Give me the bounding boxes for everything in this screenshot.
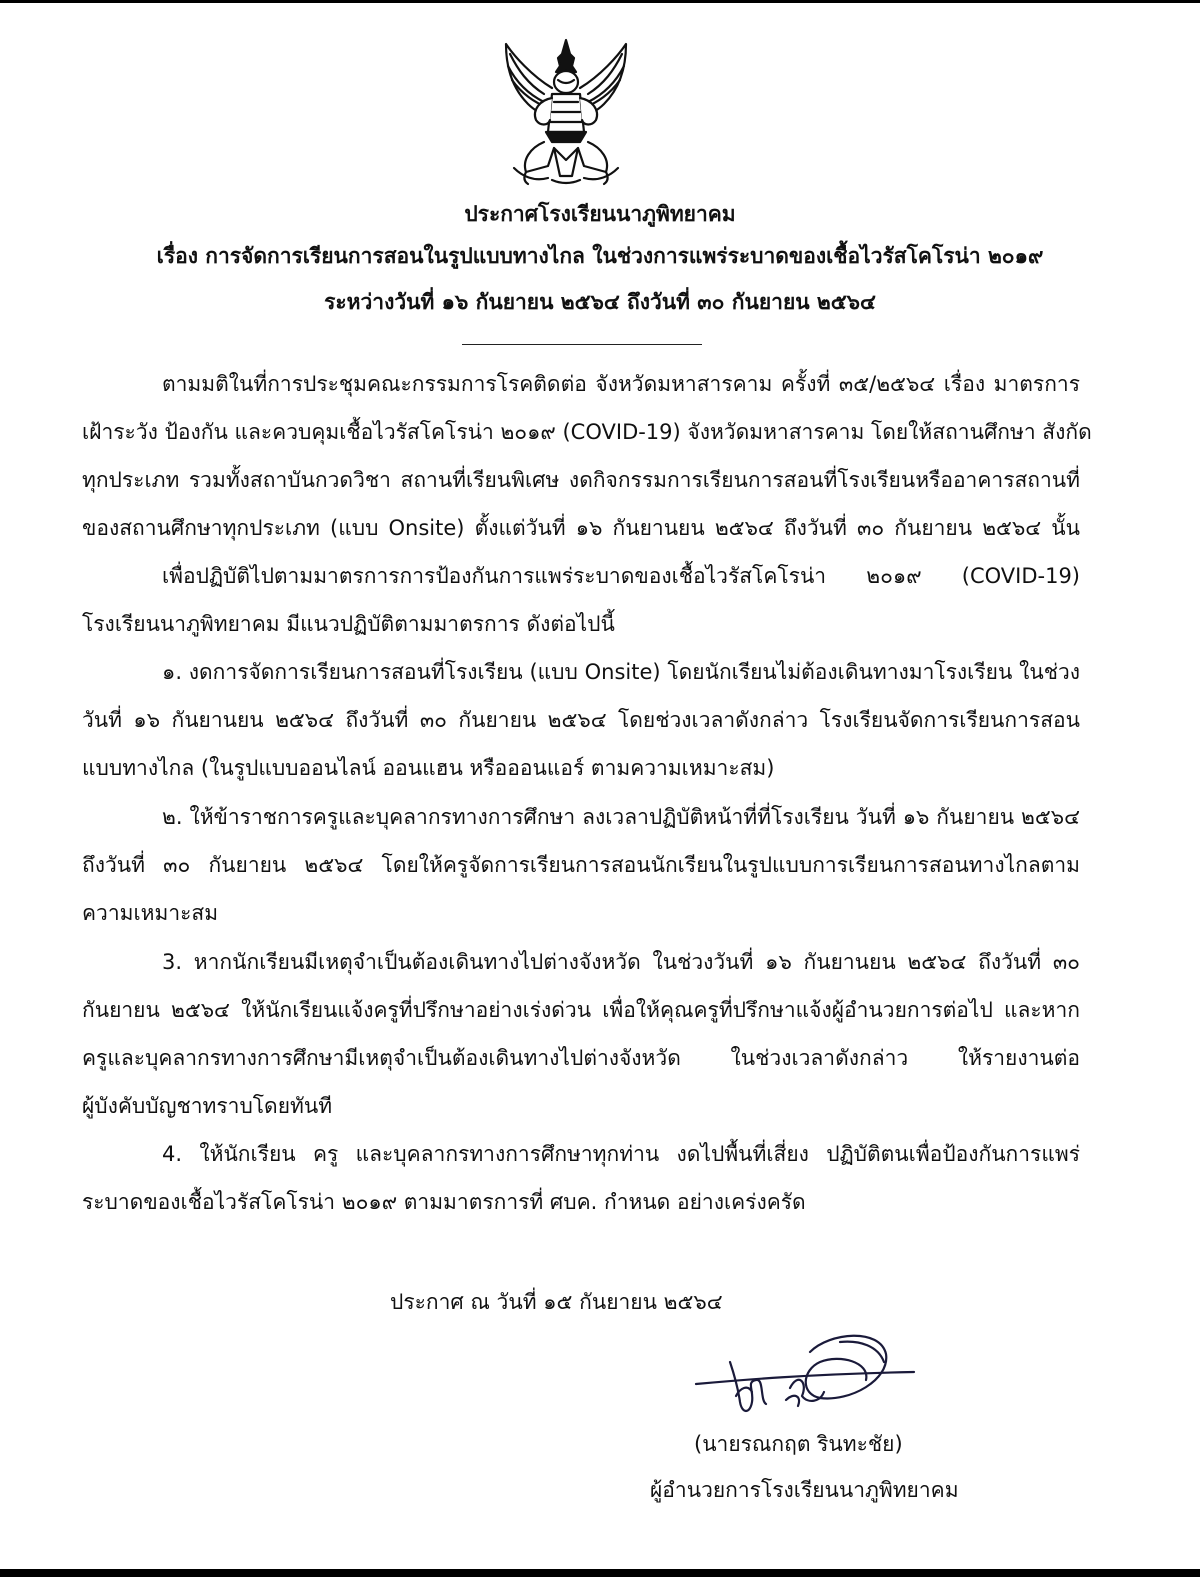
announcement-title: ประกาศโรงเรียนนาภูพิทยาคม xyxy=(464,202,736,226)
page-bottom-border xyxy=(0,1569,1200,1577)
item-1-line: ๑. งดการจัดการเรียนการสอนที่โรงเรียน (แบบ Onsite) โดยนักเรียนไม่ต้องเดินทางมาโรงเรียน ในช่วง xyxy=(162,660,1080,684)
title-divider xyxy=(462,344,702,345)
signer-name: (นายรณกฤต รินทะชัย) xyxy=(694,1432,903,1456)
handwritten-signature xyxy=(690,1322,920,1427)
item-1-line: แบบทางไกล (ในรูปแบบออนไลน์ ออนแฮน หรือออนแอร์ ตามความเหมาะสม) xyxy=(82,756,775,780)
item-1-line: วันที่ ๑๖ กันยานยน ๒๕๖๔ ถึงวันที่ ๓๐ กันยายน ๒๕๖๔ โดยช่วงเวลาดังกล่าว โรงเรียนจัดการเรียนการสอน xyxy=(82,708,1080,732)
intro-line: ตามมติในที่การประชุมคณะกรรมการโรคติดต่อ จังหวัดมหาสารคาม ครั้งที่ ๓๕/๒๕๖๔ เรื่อง มาตรการ xyxy=(162,372,1080,396)
item-4-line: 4. ให้นักเรียน ครู และบุคลากรทางการศึกษาทุกท่าน งดไปพื้นที่เสี่ยง ปฏิบัติตนเพื่อป้องกันการแพร่ xyxy=(162,1142,1080,1166)
intro-line: เฝ้าระวัง ป้องกัน และควบคุมเชื้อไวรัสโคโรน่า ๒๐๑๙ (COVID-19) จังหวัดมหาสารคาม โดยให้สถานศึกษา สังกัด xyxy=(82,420,1092,444)
purpose-line: โรงเรียนนาภูพิทยาคม มีแนวปฏิบัติตามมาตรการ ดังต่อไปนี้ xyxy=(82,612,615,636)
announcement-date: ประกาศ ณ วันที่ ๑๕ กันยายน ๒๕๖๔ xyxy=(390,1290,723,1314)
announcement-period: ระหว่างวันที่ ๑๖ กันยายน ๒๕๖๔ ถึงวันที่ ๓๐ กันยายน ๒๕๖๔ xyxy=(324,290,876,314)
item-3-line: กันยายน ๒๕๖๔ ให้นักเรียนแจ้งครูที่ปรึกษาอย่างเร่งด่วน เพื่อให้คุณครูที่ปรึกษาแจ้งผู้อำนวยการต่อไป และหาก xyxy=(82,998,1080,1022)
item-3-line: ครูและบุคลากรทางการศึกษามีเหตุจำเป็นต้องเดินทางไปต่างจังหวัด ในช่วงเวลาดังกล่าว ให้รายงานต่อ xyxy=(82,1046,1080,1070)
announcement-subject: เรื่อง การจัดการเรียนการสอนในรูปแบบทางไกล ในช่วงการแพร่ระบาดของเชื้อไวรัสโคโรน่า ๒๐๑๙ xyxy=(156,244,1044,268)
item-3-line: ผู้บังคับบัญชาทราบโดยทันที xyxy=(82,1094,333,1118)
item-3-line: 3. หากนักเรียนมีเหตุจำเป็นต้องเดินทางไปต่างจังหวัด ในช่วงวันที่ ๑๖ กันยานยน ๒๕๖๔ ถึงวันที่ ๓๐ xyxy=(162,950,1080,974)
signer-position: ผู้อำนวยการโรงเรียนนาภูพิทยาคม xyxy=(650,1478,959,1502)
intro-line: ทุกประเภท รวมทั้งสถาบันกวดวิชา สถานที่เรียนพิเศษ งดกิจกรรมการเรียนการสอนที่โรงเรียนหรืออาคารสถานที่ xyxy=(82,468,1080,492)
item-4-line: ระบาดของเชื้อไวรัสโคโรน่า ๒๐๑๙ ตามมาตรการที่ ศบค. กำหนด อย่างเคร่งครัด xyxy=(82,1190,806,1214)
purpose-line: เพื่อปฏิบัติไปตามมาตรการการป้องกันการแพร่ระบาดของเชื้อไวรัสโคโรน่า ๒๐๑๙ (COVID-19) xyxy=(162,564,1080,588)
item-2-line: ๒. ให้ข้าราชการครูและบุคลากรทางการศึกษา ลงเวลาปฏิบัติหน้าที่ที่โรงเรียน วันที่ ๑๖ กันยายน ๒๕๖๔ xyxy=(162,805,1080,829)
intro-line: ของสถานศึกษาทุกประเภท (แบบ Onsite) ตั้งแต่วันที่ ๑๖ กันยานยน ๒๕๖๔ ถึงวันที่ ๓๐ กันยายน ๒๕๖๔ นั้น xyxy=(82,516,1080,540)
page-top-border xyxy=(0,0,1200,3)
garuda-emblem-icon xyxy=(492,36,640,186)
item-2-line: ความเหมาะสม xyxy=(82,901,219,925)
item-2-line: ถึงวันที่ ๓๐ กันยายน ๒๕๖๔ โดยให้ครูจัดการเรียนการสอนนักเรียนในรูปแบบการเรียนการสอนทางไกลตาม xyxy=(82,853,1080,877)
